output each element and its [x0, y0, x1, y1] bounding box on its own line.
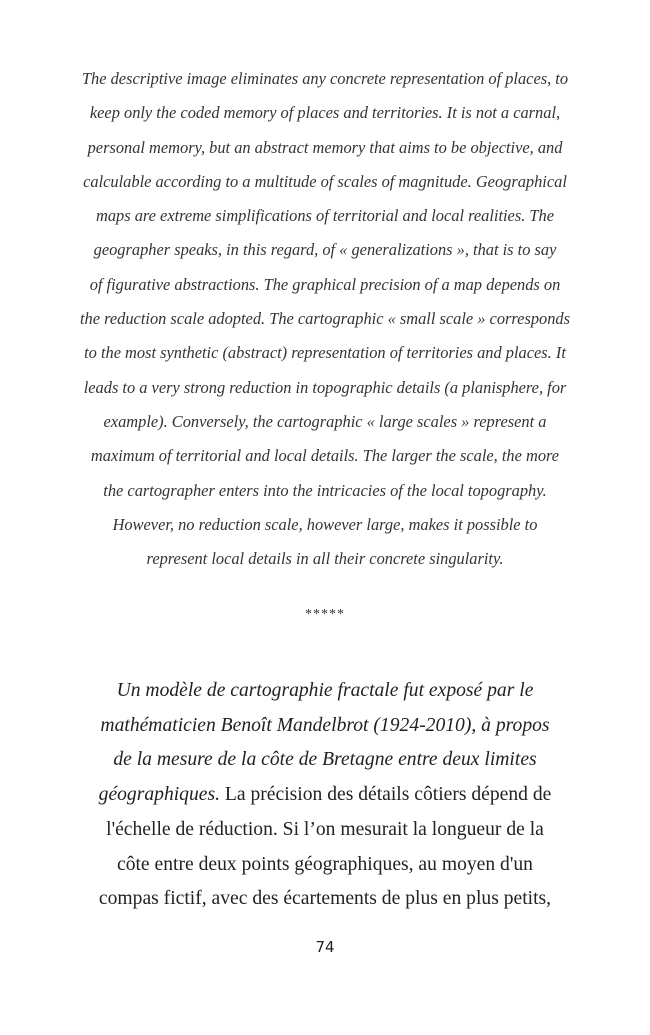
text-line: côte entre deux points géographiques, au moyen d'un [117, 853, 533, 875]
text-line: geographer speaks, in this regard, of « generalizations », that is to say [93, 240, 557, 260]
text-line: maps are extreme simplifications of territorial and local realities. The [96, 206, 554, 226]
text-line: The descriptive image eliminates any concrete representation of places, to [81, 69, 569, 88]
text-line: of figurative abstractions. The graphical precision of a map depends on [89, 274, 561, 294]
text-line-italic-part: géographiques. [98, 784, 221, 806]
text-line-roman-part: La précision des détails côtiers dépend de [220, 784, 552, 806]
text-line: the reduction scale adopted. The cartographic « small scale » corresponds [80, 309, 570, 329]
text-line: maximum of territorial and local details. The larger the scale, the more [90, 446, 560, 466]
text-line: l'échelle de réduction. Si l’on mesurait la longueur de la [106, 818, 544, 840]
text-line: the cartographer enters into the intricacies of the local topography. [103, 480, 547, 500]
text-line: mathématicien Benoît Mandelbrot (1924-2010), à propos [100, 714, 550, 736]
text-line: compas fictif, avec des écartements de plus en plus petits, [98, 888, 552, 910]
text-line: However, no reduction scale, however large, makes it possible to [112, 514, 538, 534]
text-line: to the most synthetic (abstract) representation of territories and places. It [84, 343, 566, 363]
section-separator: ***** [305, 607, 345, 622]
french-paragraph [55, 674, 595, 917]
text-line: de la mesure de la côte de Bretagne entre deux limites [113, 749, 537, 771]
text-line: calculable according to a multitude of scales of magnitude. Geographical [83, 171, 567, 191]
text-line: Un modèle de cartographie fractale fut exposé par le [116, 680, 534, 701]
text-line: personal memory, but an abstract memory that aims to be objective, and [87, 137, 563, 157]
text-line: leads to a very strong reduction in topographic details (a planisphere, for [83, 377, 567, 397]
page-number: 74 [315, 938, 335, 956]
text-line: example). Conversely, the cartographic « large scales » represent a [103, 411, 547, 431]
text-line: keep only the coded memory of places and territories. It is not a carnal, [89, 103, 561, 123]
english-paragraph [70, 62, 580, 576]
text-line: represent local details in all their concrete singularity. [146, 549, 504, 569]
